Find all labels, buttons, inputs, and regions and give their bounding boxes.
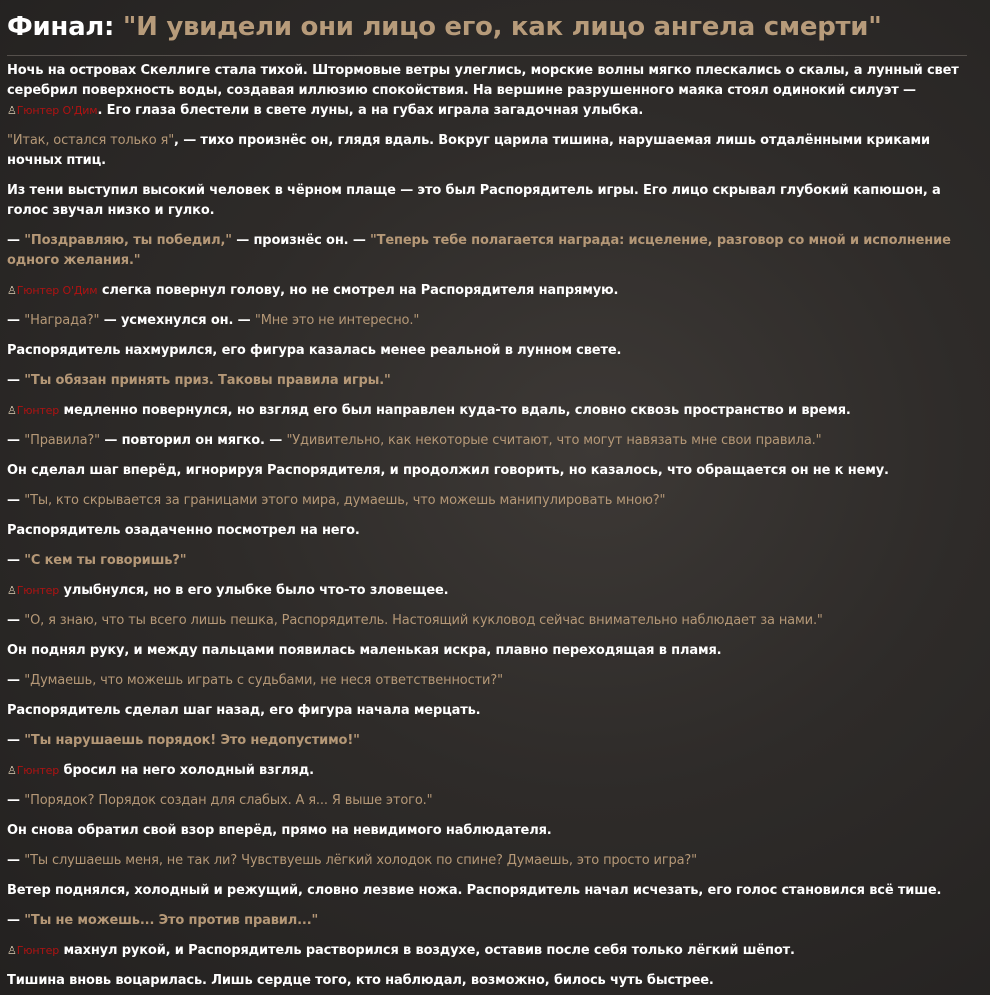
pawn-icon: ♙ (7, 764, 17, 777)
dialogue-quote: "Правила?" (24, 433, 100, 448)
paragraph: — "Думаешь, что можешь играть с судьбами, не неся ответственности?" (7, 673, 503, 688)
paragraph: — "О, я знаю, что ты всего лишь пешка, Распорядитель. Настоящий кукловод сейчас внимательно наблюдает за нами." (7, 613, 823, 628)
paragraph: — "Ты не можешь... Это против правил..." (7, 913, 319, 928)
paragraph: ♙Гюнтер махнул рукой, и Распорядитель растворился в воздухе, оставив после себя только лёгкий шёпот. (7, 943, 795, 958)
paragraph: Распорядитель сделал шаг назад, его фигура начала мерцать. (7, 703, 481, 718)
pawn-icon: ♙ (7, 584, 17, 597)
page-title (7, 10, 967, 56)
pawn-icon: ♙ (7, 404, 17, 417)
paragraph: ♙Гюнтер О'Дим слегка повернул голову, но не смотрел на Распорядителя напрямую. (7, 283, 619, 298)
paragraph: — "Ты обязан принять приз. Таковы правила игры." (7, 373, 391, 388)
dialogue-quote: "Награда?" (24, 313, 100, 328)
paragraph: — "Поздравляю, ты победил," — произнёс он. — "Теперь тебе полагается награда: исцеление, разговор со мной и исполнение одного желания." (7, 233, 951, 268)
dialogue-quote: "Думаешь, что можешь играть с судьбами, не неся ответственности?" (24, 673, 503, 688)
paragraph: — "Порядок? Порядок создан для слабых. А я... Я выше этого." (7, 793, 433, 808)
character-name: Гюнтер (16, 584, 60, 597)
dialogue-quote: "Ты нарушаешь порядок! Это недопустимо!" (24, 733, 360, 748)
paragraph: — "Правила?" — повторил он мягко. — "Удивительно, как некоторые считают, что могут навязать мне свои правила." (7, 433, 822, 448)
dialogue-quote: "Ты, кто скрывается за границами этого мира, думаешь, что можешь манипулировать мною?" (24, 493, 666, 508)
paragraph: Тишина вновь воцарилась. Лишь сердце того, кто наблюдал, возможно, билось чуть быстрее. (7, 973, 714, 988)
paragraph: Он сделал шаг вперёд, игнорируя Распорядителя, и продолжил говорить, но казалось, что обращается он не к нему. (7, 463, 889, 478)
dialogue-quote: "С кем ты говоришь?" (24, 553, 187, 568)
paragraph: — "С кем ты говоришь?" (7, 553, 187, 568)
pawn-icon: ♙ (7, 104, 17, 117)
dialogue-quote: "Итак, остался только я" (7, 133, 175, 148)
paragraph: Он снова обратил свой взор вперёд, прямо на невидимого наблюдателя. (7, 823, 552, 838)
dialogue-quote: "Теперь тебе полагается награда: исцеление, разговор со мной и исполнение одного желания." (7, 233, 951, 268)
paragraph: ♙Гюнтер бросил на него холодный взгляд. (7, 763, 314, 778)
paragraph: Распорядитель нахмурился, его фигура казалась менее реальной в лунном свете. (7, 343, 622, 358)
character-name: Гюнтер (16, 944, 60, 957)
dialogue-quote: "Поздравляю, ты победил," (24, 233, 232, 248)
paragraph: Ночь на островах Скеллиге стала тихой. Штормовые ветры улеглись, морские волны мягко плескались о скалы, а лунный свет серебрил поверхность воды, создавая иллюзию спокойствия. На вершине разрушенного маяка стоял одинокий силуэт — ♙Гюнтер О'Дим. Его глаза блестели в свете луны, а на губах играла загадочная улыбка. (7, 63, 959, 118)
dialogue-quote: "Ты не можешь... Это против правил..." (24, 913, 319, 928)
dialogue-quote: "О, я знаю, что ты всего лишь пешка, Распорядитель. Настоящий кукловод сейчас внимательно наблюдает за нами." (24, 613, 823, 628)
dialogue-quote: "Мне это не интересно." (254, 313, 420, 328)
dialogue-quote: "Удивительно, как некоторые считают, что могут навязать мне свои правила." (286, 433, 822, 448)
character-name: Гюнтер О'Дим (16, 284, 98, 297)
character-name: Гюнтер О'Дим (16, 104, 98, 117)
paragraph: Он поднял руку, и между пальцами появилась маленькая искра, плавно переходящая в пламя. (7, 643, 722, 658)
dialogue-quote: "Ты обязан принять приз. Таковы правила игры." (24, 373, 391, 388)
paragraph: ♙Гюнтер улыбнулся, но в его улыбке было что-то зловещее. (7, 583, 449, 598)
pawn-icon: ♙ (7, 944, 17, 957)
paragraph: Распорядитель озадаченно посмотрел на него. (7, 523, 360, 538)
paragraph: — "Ты, кто скрывается за границами этого мира, думаешь, что можешь манипулировать мною?" (7, 493, 666, 508)
paragraph: Из тени выступил высокий человек в чёрном плаще — это был Распорядитель игры. Его лицо скрывал глубокий капюшон, а голос звучал низко и гулко. (7, 183, 941, 218)
paragraph: ♙Гюнтер медленно повернулся, но взгляд его был направлен куда-то вдаль, словно сквозь пространство и время. (7, 403, 851, 418)
story-document (7, 0, 967, 991)
paragraph: "Итак, остался только я", — тихо произнёс он, глядя вдаль. Вокруг царила тишина, нарушаемая лишь отдалёнными криками ночных птиц. (7, 133, 930, 168)
dialogue-quote: "Порядок? Порядок создан для слабых. А я... Я выше этого." (24, 793, 433, 808)
title-quote: "И увидели они лицо его, как лицо ангела смерти" (122, 12, 882, 42)
character-name: Гюнтер (16, 764, 60, 777)
paragraph: Ветер поднялся, холодный и режущий, словно лезвие ножа. Распорядитель начал исчезать, его голос становился всё тише. (7, 883, 942, 898)
paragraph: — "Ты нарушаешь порядок! Это недопустимо!" (7, 733, 360, 748)
dialogue-quote: "Ты слушаешь меня, не так ли? Чувствуешь лёгкий холодок по спине? Думаешь, это просто игра?" (24, 853, 698, 868)
paragraph: — "Награда?" — усмехнулся он. — "Мне это не интересно." (7, 313, 420, 328)
title-label: Финал: (7, 12, 115, 42)
paragraph: — "Ты слушаешь меня, не так ли? Чувствуешь лёгкий холодок по спине? Думаешь, это просто игра?" (7, 853, 698, 868)
character-name: Гюнтер (16, 404, 60, 417)
pawn-icon: ♙ (7, 284, 17, 297)
